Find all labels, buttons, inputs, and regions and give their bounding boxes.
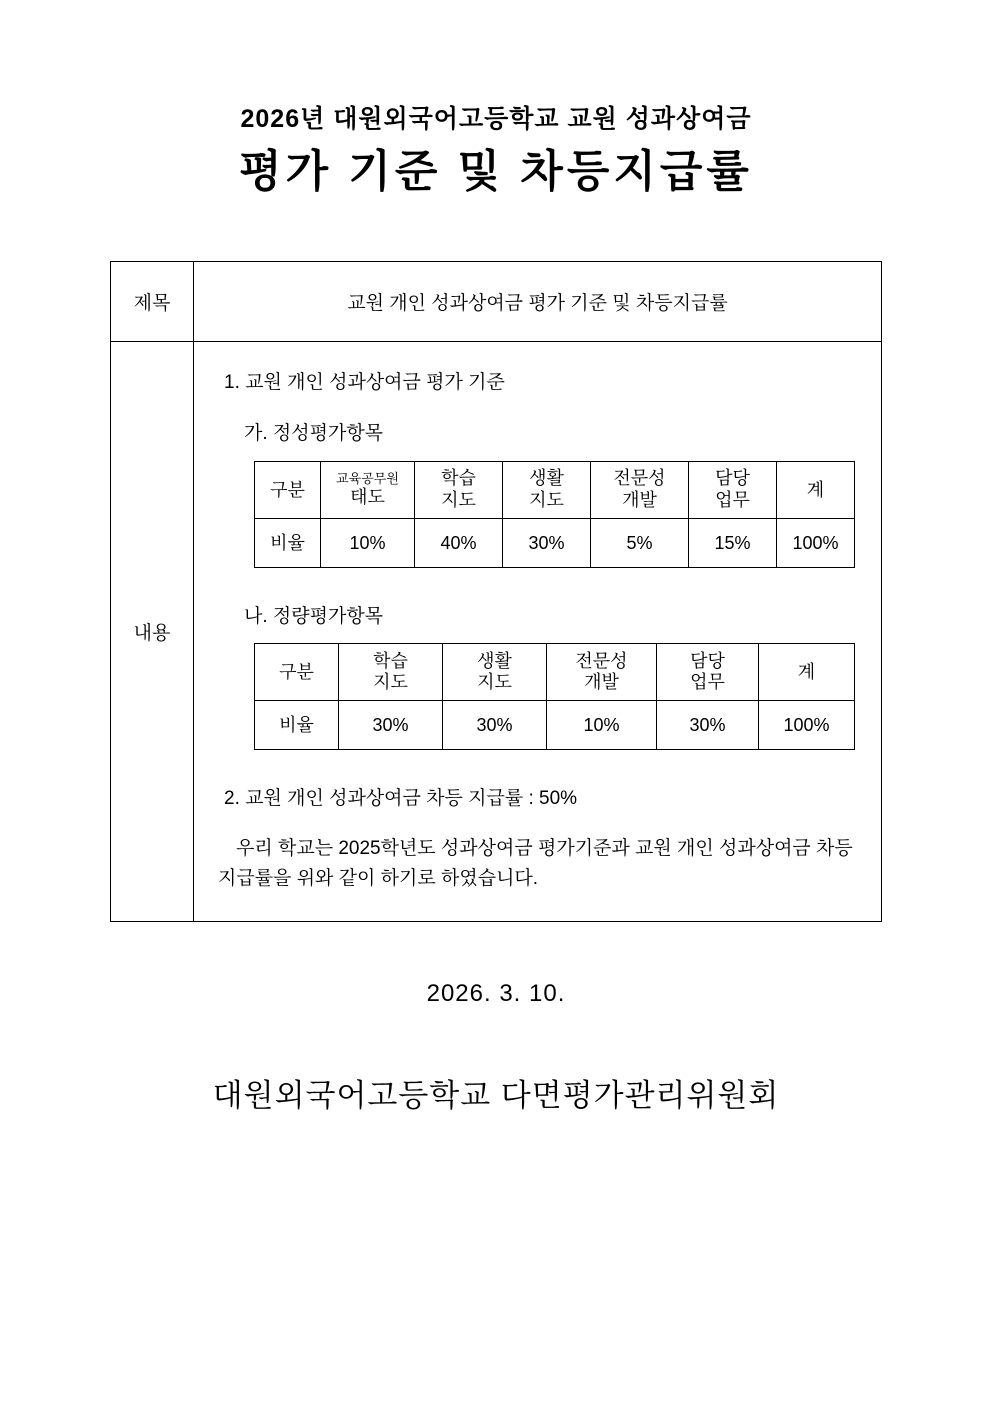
qual-value-5: 100%: [777, 518, 855, 567]
document-header: [0, 0, 992, 199]
quant-col-0-line1: 학습: [373, 650, 408, 671]
qual-col-3: [591, 461, 689, 518]
row-label-content: 내용: [111, 342, 194, 922]
qual-col-5: 계: [777, 461, 855, 518]
title-line-1: 2026년 대원외국어고등학교 교원 성과상여금: [240, 105, 752, 133]
quantitative-ratio-table: [254, 643, 855, 750]
qual-col-4-line2: 업무: [715, 489, 750, 510]
qual-value-2: 30%: [503, 518, 591, 567]
qual-col-3-line1: 전문성: [613, 468, 666, 489]
qual-col-4-line1: 담당: [715, 468, 750, 489]
document-date: 2026. 3. 10.: [426, 979, 566, 1007]
quant-col-2: [547, 644, 657, 701]
table-row-title: [111, 262, 882, 342]
quant-value-2: 10%: [547, 701, 657, 750]
quant-ratio-label: 비율: [255, 701, 339, 750]
section-2-heading: 2. 교원 개인 성과상여금 차등 지급률 : 50%: [224, 788, 578, 810]
qual-ratio-label: 비율: [255, 518, 321, 567]
title-line-2: 평가 기준 및 차등지급률: [239, 147, 753, 196]
quant-value-4: 100%: [759, 701, 855, 750]
section-1-heading: 1. 교원 개인 성과상여금 평가 기준: [224, 372, 505, 393]
table-row-content: [111, 342, 882, 922]
table-row: [255, 461, 855, 518]
quant-col-1-line2: 지도: [477, 672, 512, 693]
quant-value-1: 30%: [443, 701, 547, 750]
table-row: [255, 701, 855, 750]
document-organization: 대원외국어고등학교 다면평가관리위원회: [212, 1077, 780, 1113]
qual-value-3: 5%: [591, 518, 689, 567]
table-row: [255, 644, 855, 701]
qual-col-4: [689, 461, 777, 518]
quant-col-1-line1: 생활: [477, 650, 512, 671]
table-row: [255, 518, 855, 567]
quant-value-0: 30%: [339, 701, 443, 750]
qualitative-ratio-table: [254, 461, 855, 568]
qual-col-1-line1: 학습: [441, 468, 476, 489]
quant-col-4: 계: [759, 644, 855, 701]
qual-value-4: 15%: [689, 518, 777, 567]
qual-col-2-line2: 지도: [529, 489, 564, 510]
qual-value-0: 10%: [321, 518, 415, 567]
closing-paragraph: 우리 학교는 2025학년도 성과상여금 평가기준과 교원 개인 성과상여금 차등지급률을 위와 같이 하기로 하였습니다.: [218, 837, 853, 890]
quant-value-3: 30%: [657, 701, 759, 750]
quant-col-0-line2: 지도: [373, 672, 408, 693]
qual-col-0-line2: 태도: [350, 486, 385, 507]
spacer-a: [218, 568, 857, 602]
qual-col-0: [321, 461, 415, 518]
quant-col-3: [657, 644, 759, 701]
qual-col-1-line2: 지도: [441, 489, 476, 510]
quant-col-1: [443, 644, 547, 701]
qual-col-2: [503, 461, 591, 518]
qual-col-2-line1: 생활: [529, 468, 564, 489]
quant-col-2-line2: 개발: [584, 672, 619, 693]
qual-col-0-line1: 교육공무원: [336, 470, 399, 486]
spacer-b: [218, 750, 857, 784]
qual-col-3-line2: 개발: [622, 489, 657, 510]
subsection-b-heading: 나. 정량평가항목: [244, 605, 384, 627]
qual-value-1: 40%: [415, 518, 503, 567]
quant-col-2-line1: 전문성: [575, 650, 628, 671]
quant-col-3-line1: 담당: [690, 650, 725, 671]
quant-col-3-line2: 업무: [690, 672, 725, 693]
qual-col-1: [415, 461, 503, 518]
subsection-a-heading: 가. 정성평가항목: [244, 423, 384, 445]
main-frame-table: [110, 261, 882, 922]
quant-col-0: [339, 644, 443, 701]
row-value-title: 교원 개인 성과상여금 평가 기준 및 차등지급률: [194, 262, 882, 342]
row-value-content: [194, 342, 882, 922]
qual-header-label: 구분: [255, 461, 321, 518]
quant-header-label: 구분: [255, 644, 339, 701]
row-label-title: 제목: [111, 262, 194, 342]
